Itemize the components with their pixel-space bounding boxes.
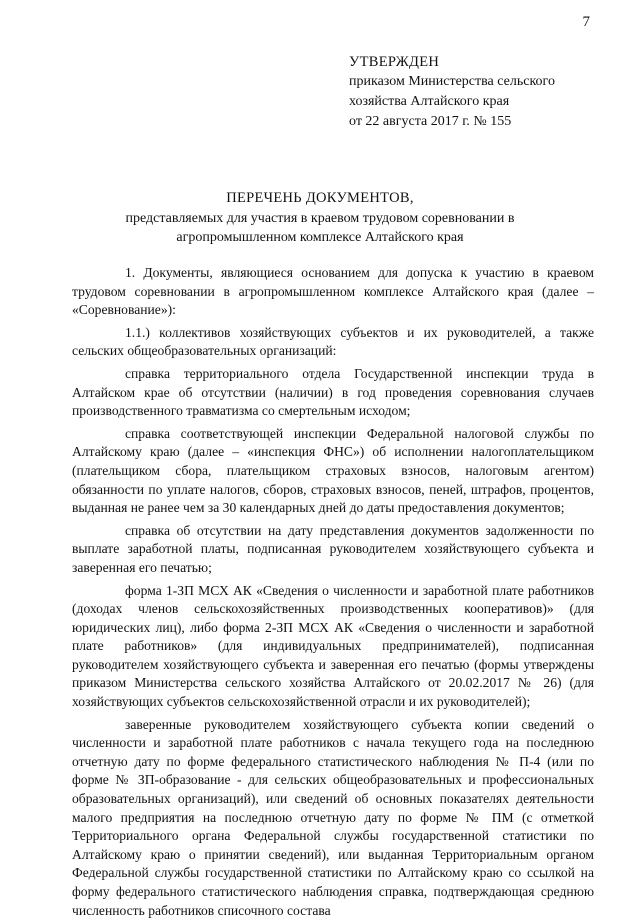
document-subtitle: [0, 209, 640, 247]
body-paragraph: форма 1-ЗП МСХ АК «Сведения о численности и заработной плате работников (доходах членов сельскохозяйственных производственных кооперативов)» (для юридических лиц), либо форма 2-ЗП МСХ АК «Сведения о численности и заработной плате работников» (для индивидуальных предпринимателей), подписанная руководителем хозяйствующего субъекта и заверенная его печатью (формы утверждены приказом Министерства сельского хозяйства Алтайского от 20.02.2017 № 26) (для хозяйствующих субъектов сельскохозяйственной отрасли и их руководителей);: [72, 582, 594, 710]
body-paragraph: 1. Документы, являющиеся основанием для допуска к участию в краевом трудовом соревновании в агропромышленном комплексе Алтайского края (далее – «Соревнование»):: [72, 265, 594, 318]
approval-stamp-block: [349, 52, 609, 132]
subtitle-line: представляемых для участия в краевом трудовом соревновании в: [125, 211, 515, 226]
subtitle-line: агропромышленном комплексе Алтайского края: [176, 230, 464, 245]
body-paragraph: справка об отсутствии на дату представления документов задолженности по выплате заработной платы, подписанная руководителем хозяйствующего субъекта и заверенная его печатью;: [72, 522, 594, 575]
body-paragraph: 1.1.) коллективов хозяйствующих субъектов и их руководителей, а также сельских общеобразовательных организаций:: [72, 324, 594, 359]
body-paragraph: справка территориального отдела Государственной инспекции труда в Алтайском крае об отсутствии (наличии) в год проведения соревнования случаев производственного травматизма со смертельным исходом;: [72, 365, 594, 419]
body-paragraph: заверенные руководителем хозяйствующего субъекта копии сведений о численности и заработной плате работников с начала текущего года на последнюю отчетную дату по форме федерального статистического наблюдения № П-4 (или по форме № ЗП-образование - для сельских общеобразовательных и профессиональных образовательных организаций), или сведений об основных показателях деятельности малого предприятия на последнюю отчетную дату по форме № ПМ (с отметкой Территориального органа Федеральной службы государственной статистики по Алтайскому краю о принятии сведений), или выданная Территориальным органом Федеральной службы государственной статистики по Алтайскому краю со ссылкой на форму федерального статистического наблюдения справка, подтверждающая среднюю численность работников списочного состава: [72, 716, 594, 918]
approval-line: от 22 августа 2017 г. № 155: [349, 114, 512, 129]
document-body: [72, 264, 594, 924]
approval-title: УТВЕРЖДЕН: [349, 54, 440, 70]
approval-line: хозяйства Алтайского края: [349, 94, 510, 109]
page-number: 7: [582, 14, 590, 30]
approval-line: приказом Министерства сельского: [349, 74, 555, 89]
body-paragraph: справка соответствующей инспекции Федеральной налоговой службы по Алтайскому краю (далее – «инспекция ФНС») об исполнении налогоплательщиком (плательщиком сбора, плательщиком страховых взносов, налоговым агентом) обязанности по уплате налогов, сборов, страховых взносов, пеней, штрафов, процентов, выданная не ранее чем за 30 календарных дней до даты предоставления документов;: [72, 425, 594, 516]
document-title: ПЕРЕЧЕНЬ ДОКУМЕНТОВ,: [226, 190, 414, 206]
